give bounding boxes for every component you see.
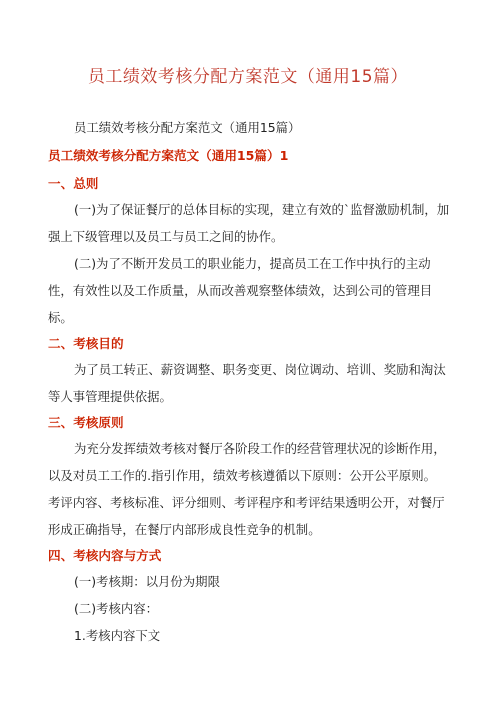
paragraph-line: 性，有效性以及工作质量，从而改善观察整体绩效，达到公司的管理目: [48, 283, 433, 298]
paragraph-line: 形成正确指导，在餐厅内部形成良性竞争的机制。: [48, 522, 321, 537]
document-title: 员工绩效考核分配方案范文（通用15篇）: [87, 67, 409, 87]
paragraph-line: 以及对员工工作的.指引作用，绩效考核遵循以下原则：公开公平原则。: [48, 468, 437, 483]
section-heading: 四、考核内容与方式: [48, 548, 162, 563]
document-subtitle: 员工绩效考核分配方案范文（通用15篇）: [74, 120, 301, 135]
section-heading: 二、考核目的: [48, 336, 124, 351]
article-title: 员工绩效考核分配方案范文（通用15篇）1: [48, 148, 289, 163]
paragraph-line: 考评内容、考核标准、评分细则、考评程序和考评结果透明公开，对餐厅: [48, 495, 445, 510]
paragraph-line: 标。: [48, 310, 73, 325]
paragraph-line: (二)为了不断开发员工的职业能力，提高员工在工作中执行的主动: [74, 256, 431, 271]
section-heading: 一、总则: [48, 176, 99, 191]
paragraph-line: 为了员工转正、薪资调整、职务变更、岗位调动、培训、奖励和淘汰: [74, 362, 446, 377]
paragraph-line: (一)考核期：以月份为期限: [74, 574, 220, 589]
paragraph-line: 等人事管理提供依据。: [48, 389, 172, 404]
paragraph-line: 1.考核内容下文: [74, 628, 161, 643]
paragraph-line: (一)为了保证餐厅的总体目标的实现，建立有效的`监督激励机制，加: [74, 202, 450, 217]
section-heading: 三、考核原则: [48, 415, 124, 430]
paragraph-line: 为充分发挥绩效考核对餐厅各阶段工作的经营管理状况的诊断作用，: [74, 441, 446, 456]
paragraph-line: (二)考核内容：: [74, 601, 159, 616]
paragraph-line: 强上下级管理以及员工与员工之间的协作。: [48, 229, 284, 244]
